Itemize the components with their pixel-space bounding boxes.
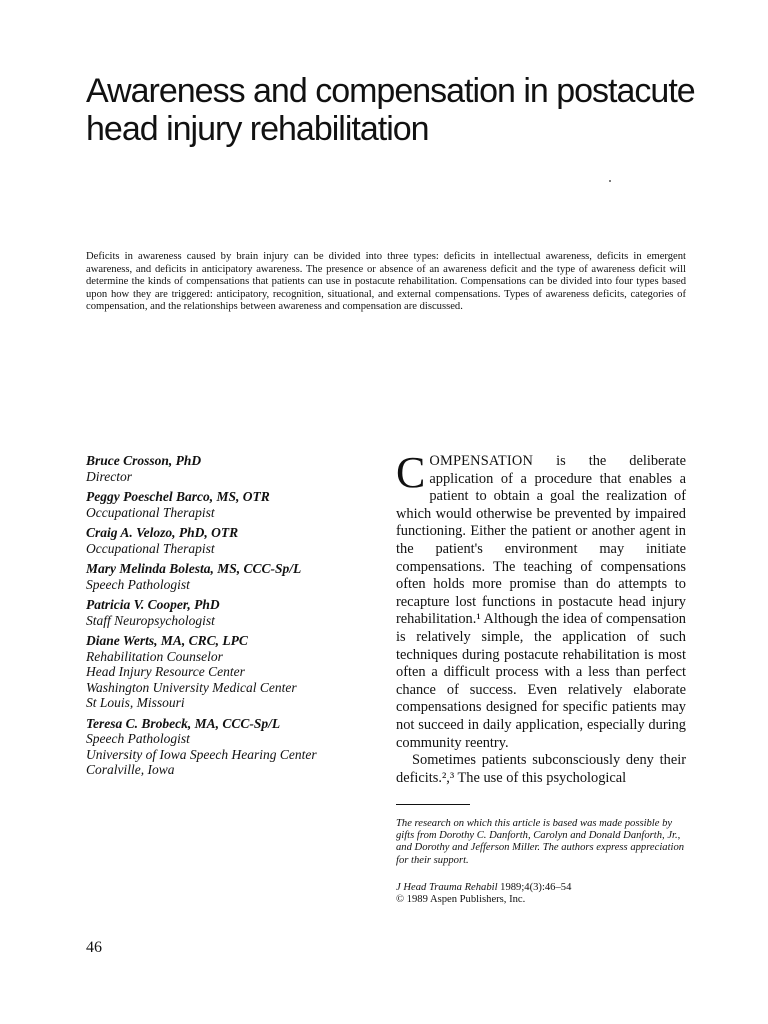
author-entry [86, 597, 386, 628]
abstract: Deficits in awareness caused by brain injury can be divided into three types: deficits in intellectual awareness, deficits in emergent awareness, and deficits in anticipatory awareness. The presence or absence of an awareness deficit and the type of awareness deficit will determine the kinds of compensations that patients can use in postacute rehabilitation. Compensations can be divided into four types based upon how they are triggered: anticipatory, recognition, situational, and external compensations. Types of awareness deficits, categories of compensation, and the relationships between awareness and compensation are discussed. [86, 251, 686, 313]
author-affiliation: Director [86, 468, 132, 484]
author-affiliation: Washington University Medical Center [86, 679, 297, 695]
funding-footnote: The research on which this article is based was made possible by gifts from Dorothy C. Danforth, Carolyn and Donald Danforth, Jr., and Dorothy and Jefferson Miller. The authors express appreciation for their support. [396, 818, 685, 866]
author-affiliation: University of Iowa Speech Hearing Center [86, 746, 317, 762]
author-affiliation: Coralville, Iowa [86, 762, 175, 777]
author-name: Craig A. Velozo, PhD, OTR [86, 525, 239, 540]
author-name: Bruce Crosson, PhD [86, 453, 202, 468]
author-name: Diane Werts, MA, CRC, LPC [86, 633, 248, 648]
citation-details: 1989;4(3):46–54 [497, 882, 572, 893]
footnote-rule [396, 804, 470, 805]
author-name: Mary Melinda Bolesta, MS, CCC-Sp/L [86, 561, 302, 576]
body-paragraph-2: Sometimes patients subconsciously deny their deficits.²,³ The use of this psychological [396, 752, 686, 786]
author-entry [86, 633, 386, 711]
author-list [86, 453, 386, 783]
article-title: Awareness and compensation in postacute head injury rehabilitation [86, 72, 695, 148]
author-affiliation: Staff Neuropsychologist [86, 612, 215, 628]
scan-speck [609, 180, 611, 182]
author-entry [86, 716, 386, 778]
drop-cap: C [396, 448, 426, 497]
page-number: 46 [86, 939, 102, 956]
author-entry [86, 561, 386, 592]
copyright-line: © 1989 Aspen Publishers, Inc. [396, 894, 526, 906]
author-name: Peggy Poeschel Barco, MS, OTR [86, 489, 270, 504]
journal-name: J Head Trauma Rehabil [396, 882, 498, 893]
author-affiliation: Occupational Therapist [86, 540, 215, 556]
author-name: Patricia V. Cooper, PhD [86, 597, 220, 612]
citation-line [396, 882, 688, 894]
body-column [396, 448, 686, 787]
author-affiliation: Occupational Therapist [86, 504, 215, 520]
author-entry [86, 453, 386, 484]
body-paragraph-1-text: is the deliberate application of a procedure that enables a patient to obtain a goal the realization of which would otherwise be prevented by impaired functioning. Either the patient or another agent in the patient's environment may initiate compensations. The teaching of compensations often holds more promise than do attempts to recapture lost functions in postacute head injury rehabilitation.¹ Although the idea of compensation is relatively simple, the application of such techniques during postacute rehabilitation is most often a difficult process with a less than perfect chance of success. Even relatively elaborate compensations designed for specific patients may not succeed in daily application, especially during community reentry. [396, 453, 686, 751]
author-affiliation: Speech Pathologist [86, 731, 190, 746]
author-affiliation: Head Injury Resource Center [86, 664, 245, 679]
lead-caps: OMPENSATION [429, 453, 534, 469]
author-affiliation: Speech Pathologist [86, 576, 190, 592]
author-affiliation: Rehabilitation Counselor [86, 648, 223, 664]
body-paragraph-1 [396, 448, 686, 752]
author-name: Teresa C. Brobeck, MA, CCC-Sp/L [86, 715, 281, 731]
author-affiliation: St Louis, Missouri [86, 695, 185, 710]
citation [396, 882, 688, 906]
author-entry [86, 489, 386, 520]
author-entry [86, 525, 386, 556]
